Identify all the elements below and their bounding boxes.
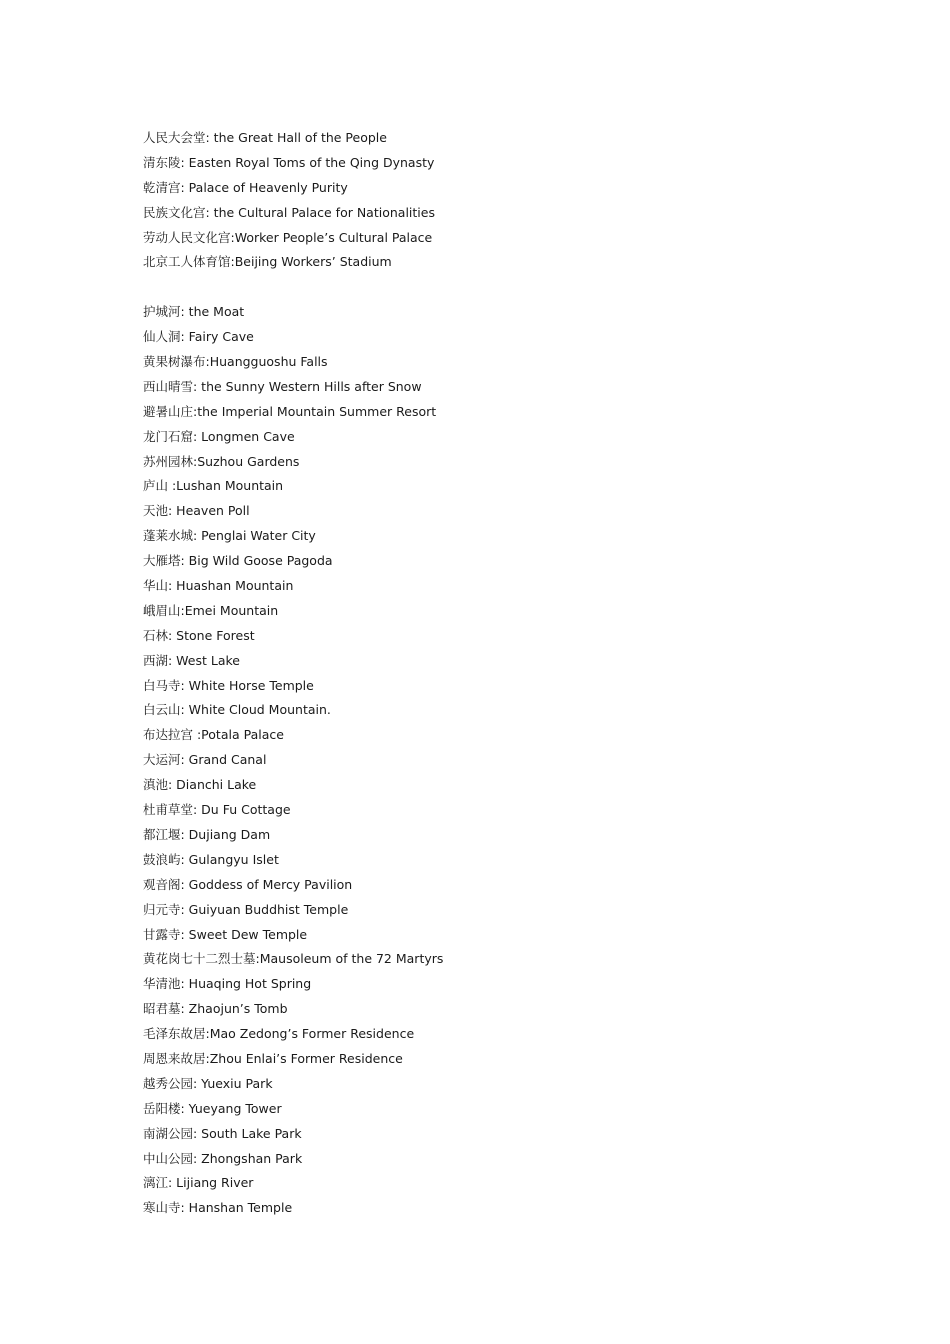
list-item: 昭君墓: Zhaojun’s Tomb	[143, 1001, 288, 1017]
list-item: 华山: Huashan Mountain	[143, 578, 294, 594]
list-item: 庐山 :Lushan Mountain	[143, 478, 284, 494]
list-item: 天池: Heaven Poll	[143, 503, 250, 519]
list-item: 民族文化宫: the Cultural Palace for Nationalities	[143, 204, 435, 220]
list-item: 毛泽东故居:Mao Zedong’s Former Residence	[143, 1026, 415, 1042]
list-item: 白马寺: White Horse Temple	[143, 677, 314, 693]
list-item: 蓬莱水城: Penglai Water City	[143, 528, 316, 544]
list-item: 西山晴雪: the Sunny Western Hills after Snow	[143, 378, 422, 394]
list-item: 寒山寺: Hanshan Temple	[143, 1200, 293, 1216]
list-item: 归元寺: Guiyuan Buddhist Temple	[143, 901, 349, 917]
list-item: 仙人洞: Fairy Cave	[143, 329, 254, 345]
list-item: 布达拉宫 :Potala Palace	[143, 727, 284, 743]
list-item: 北京工人体育馆:Beijing Workers’ Stadium	[143, 254, 392, 270]
list-item: 劳动人民文化宫:Worker People’s Cultural Palace	[143, 229, 433, 245]
list-item: 峨眉山:Emei Mountain	[143, 602, 279, 618]
list-item: 龙门石窟: Longmen Cave	[143, 428, 295, 444]
list-item: 西湖: West Lake	[143, 652, 240, 668]
list-item: 大雁塔: Big Wild Goose Pagoda	[143, 553, 333, 569]
list-item: 周恩来故居:Zhou Enlai’s Former Residence	[143, 1050, 403, 1066]
list-item: 中山公园: Zhongshan Park	[143, 1150, 303, 1166]
list-item: 白云山: White Cloud Mountain.	[143, 702, 331, 718]
list-item: 观音阁: Goddess of Mercy Pavilion	[143, 876, 353, 892]
list-item: 乾清宫: Palace of Heavenly Purity	[143, 179, 348, 195]
list-item: 滇池: Dianchi Lake	[143, 777, 257, 793]
blank-line	[143, 275, 843, 300]
attractions-list	[143, 126, 843, 1221]
list-item: 黄花岗七十二烈士墓:Mausoleum of the 72 Martyrs	[143, 951, 444, 967]
list-item: 南湖公园: South Lake Park	[143, 1125, 302, 1141]
list-item: 都江堰: Dujiang Dam	[143, 826, 271, 842]
list-item: 避暑山庄:the Imperial Mountain Summer Resort	[143, 403, 437, 419]
list-item: 护城河: the Moat	[143, 304, 245, 320]
list-item: 甘露寺: Sweet Dew Temple	[143, 926, 308, 942]
list-item: 越秀公园: Yuexiu Park	[143, 1075, 273, 1091]
list-item: 漓江: Lijiang River	[143, 1175, 254, 1191]
list-item: 人民大会堂: the Great Hall of the People	[143, 130, 387, 145]
list-item: 鼓浪屿: Gulangyu Islet	[143, 851, 279, 867]
list-item: 岳阳楼: Yueyang Tower	[143, 1100, 282, 1116]
list-item: 清东陵: Easten Royal Toms of the Qing Dynasty	[143, 154, 435, 170]
list-item: 大运河: Grand Canal	[143, 752, 267, 768]
list-item: 黄果树瀑布:Huangguoshu Falls	[143, 354, 328, 370]
list-item: 石林: Stone Forest	[143, 627, 255, 643]
list-item: 杜甫草堂: Du Fu Cottage	[143, 802, 291, 818]
list-item: 华清池: Huaqing Hot Spring	[143, 976, 312, 992]
list-item: 苏州园林:Suzhou Gardens	[143, 453, 300, 469]
